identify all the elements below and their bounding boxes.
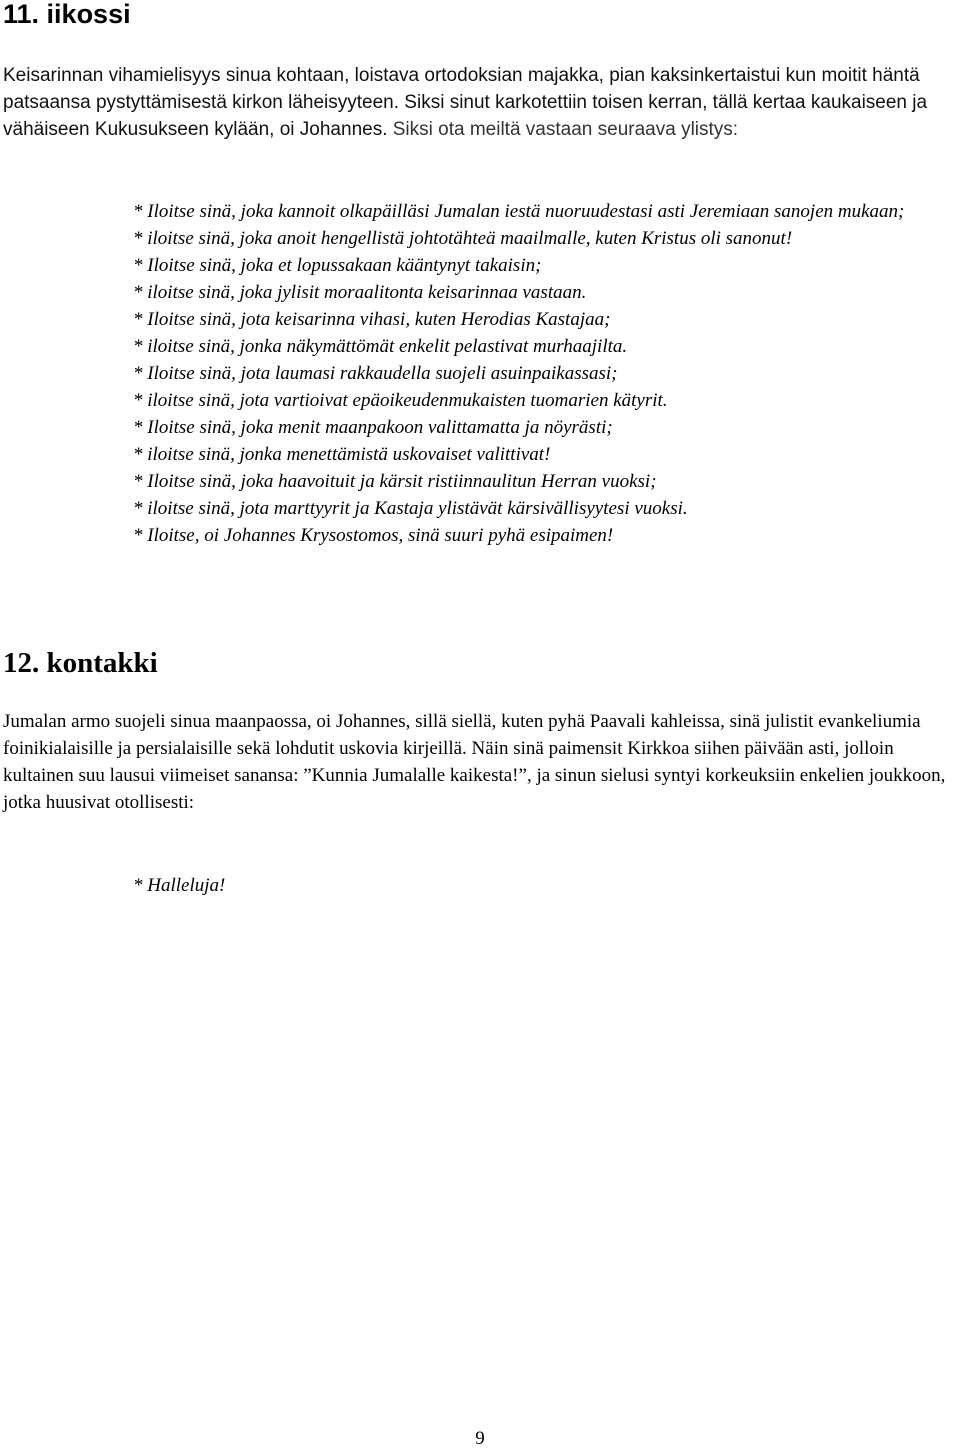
salutation-verse: * iloitse sinä, joka jylisit moraalitonta keisarinnaa vastaan. bbox=[133, 282, 587, 303]
salutation-verse: * Iloitse sinä, joka et lopussakaan kääntynyt takaisin; bbox=[133, 255, 542, 276]
kontakion-paragraph: Jumalan armo suojeli sinua maanpaossa, oi Johannes, sillä siellä, kuten pyhä Paavali kahleissa, sinä julistit evankeliumia foinikialaisille ja persialaisille sekä lohdutit uskovia kirjeillä. Näin sinä paimensit Kirkkoa siihen päivään asti, jolloin kultainen suu lausui viimeiset sanansa: ”Kunnia Jumalalle kaikesta!”, ja sinun sielusi syntyi korkeuksiin enkelien joukkoon, jotka huusivat otollisesti: bbox=[3, 711, 946, 813]
salutation-verse: * iloitse sinä, jota marttyyrit ja Kastaja ylistävät kärsivällisyytesi vuoksi. bbox=[133, 498, 688, 519]
kontakion-refrain: * Halleluja! bbox=[133, 875, 226, 896]
salutation-verse: * iloitse sinä, jota vartioivat epäoikeudenmukaisten tuomarien kätyrit. bbox=[133, 390, 668, 411]
ikos-intro-paragraph bbox=[3, 62, 953, 143]
ikos-intro-text-continued: Siksi ota meiltä vastaan seuraava ylistys: bbox=[387, 119, 739, 140]
salutation-verse: * Iloitse sinä, joka kannoit olkapäilläsi Jumalan iestä nuoruudestasi asti Jeremiaan sanojen mukaan; bbox=[133, 201, 905, 222]
salutation-verse: * Iloitse sinä, joka haavoituit ja kärsit ristiinnaulitun Herran vuoksi; bbox=[133, 471, 657, 492]
salutation-verse: * Iloitse sinä, jota laumasi rakkaudella suojeli asuinpaikassasi; bbox=[133, 363, 618, 384]
salutation-verse: * Iloitse sinä, joka menit maanpakoon valittamatta ja nöyrästi; bbox=[133, 417, 613, 438]
section-heading-kontakion: 12. kontakki bbox=[3, 647, 158, 679]
salutation-verse: * iloitse sinä, jonka näkymättömät enkelit pelastivat murhaajilta. bbox=[133, 336, 628, 357]
page-number: 9 bbox=[475, 1428, 485, 1449]
salutation-list bbox=[133, 198, 958, 549]
salutation-verse: * iloitse sinä, joka anoit hengellistä johtotähteä maailmalle, kuten Kristus oli sanonut! bbox=[133, 228, 793, 249]
section-heading-ikos: 11. iikossi bbox=[3, 0, 131, 29]
salutation-verse: * iloitse sinä, jonka menettämistä uskovaiset valittivat! bbox=[133, 444, 551, 465]
salutation-verse: * Iloitse, oi Johannes Krysostomos, sinä suuri pyhä esipaimen! bbox=[133, 525, 614, 546]
ikos-intro-text: Keisarinnan vihamielisyys sinua kohtaan, loistava ortodoksian majakka, pian kaksinkertaistui kun moitit häntä patsaansa pystyttämisestä kirkon läheisyyteen. Siksi sinut karkotettiin toisen kerran, tällä kertaa kaukaiseen ja vähäiseen Kukusukseen kylään, oi Johannes. bbox=[3, 65, 928, 140]
salutation-verse: * Iloitse sinä, jota keisarinna vihasi, kuten Herodias Kastajaa; bbox=[133, 309, 611, 330]
